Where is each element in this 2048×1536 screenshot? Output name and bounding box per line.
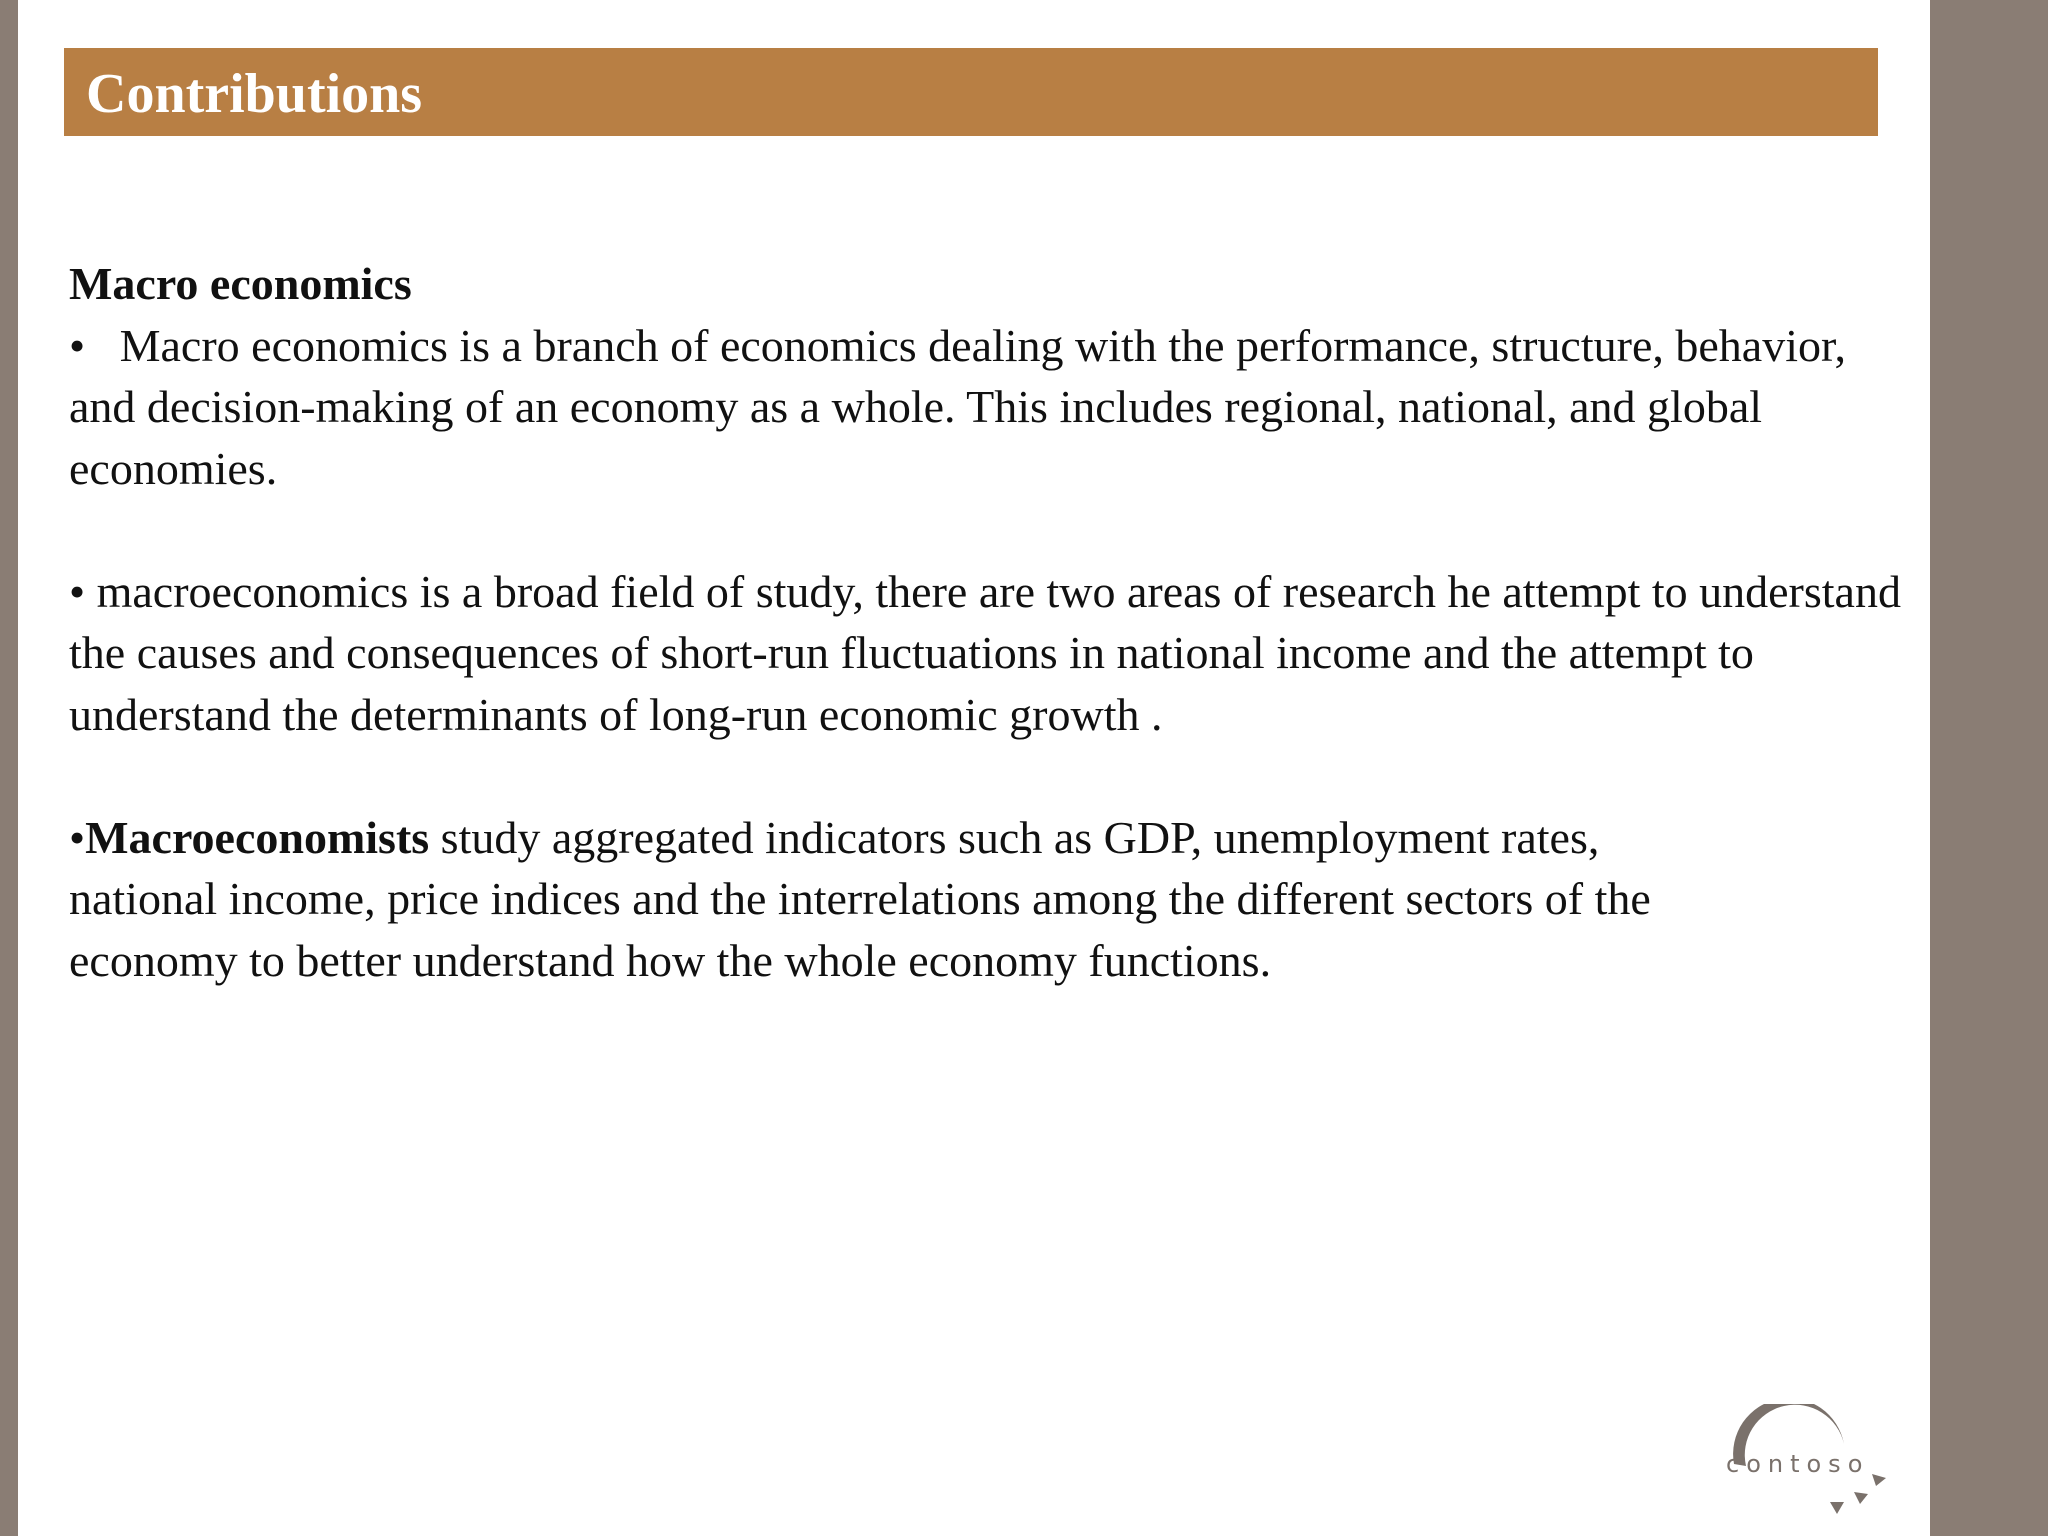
slide-title: Contributions (86, 63, 423, 125)
bullet-paragraph-3 (69, 807, 1729, 992)
bullet-marker: • (69, 319, 120, 371)
slide-content (69, 253, 1909, 991)
bullet-text: Macro economics is a branch of economics dealing with the performance, structure, behavior, and decision-making of an economy as a whole. This includes regional, national, and global economies. (69, 319, 1846, 494)
section-heading: Macro economics (69, 258, 412, 309)
logo-triangle-icon (1872, 1474, 1886, 1486)
slide (18, 0, 1930, 1536)
logo-wordmark: contoso (1726, 1450, 1870, 1478)
bullet-paragraph-1 (69, 315, 1909, 500)
bullet-marker: • (69, 565, 97, 617)
bullet-paragraph-2 (69, 561, 1909, 746)
bullet-marker: • (69, 811, 86, 863)
bullet-text: study aggregated indicators such as GDP, unemployment rates, national income, price indices and the interrelations among the different sectors of the economy to better understand how the whole economy functions. (69, 811, 1651, 986)
contoso-logo (1704, 1404, 1904, 1534)
bullet-text: macroeconomics is a broad field of study, there are two areas of research he attempt to understand the causes and consequences of short-run fluctuations in national income and the attempt to understand the determinants of long-run economic growth . (69, 565, 1901, 740)
title-bar (64, 48, 1878, 136)
bullet-bold-term: Macroeconomists (85, 811, 430, 863)
logo-triangle-icon (1830, 1502, 1844, 1514)
logo-triangle-icon (1854, 1492, 1868, 1504)
